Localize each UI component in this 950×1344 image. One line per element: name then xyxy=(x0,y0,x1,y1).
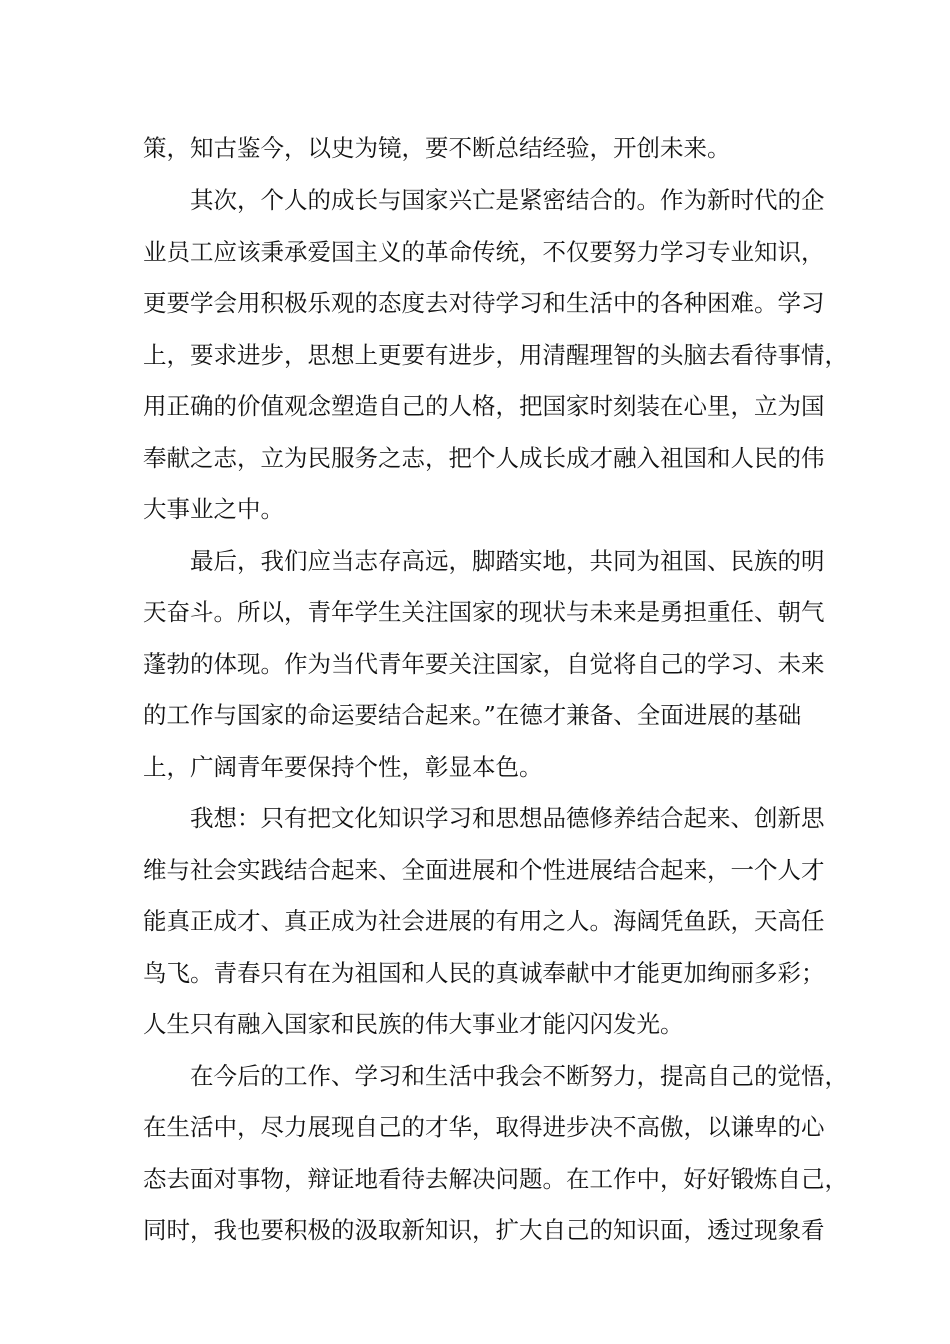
text-line: 上，广阔青年要保持个性，彰显本色。 xyxy=(143,753,543,781)
text-line: 态去面对事物，辩证地看待去解决问题。在工作中，好好锻炼自己， xyxy=(143,1165,848,1193)
text-line: 人生只有融入国家和民族的伟大事业才能闪闪发光。 xyxy=(143,1010,684,1038)
text-line: 的工作与国家的命运要结合起来。”在德才兼备、全面进展的基础 xyxy=(143,701,802,729)
text-line: 蓬勃的体现。作为当代青年要关注国家，自觉将自己的学习、未来 xyxy=(143,650,825,678)
text-line: 鸟飞。青春只有在为祖国和人民的真诚奉献中才能更加绚丽多彩； xyxy=(143,959,825,987)
text-line: 天奋斗。所以，青年学生关注国家的现状与未来是勇担重任、朝气 xyxy=(143,598,825,626)
text-line: 同时，我也要积极的汲取新知识，扩大自己的知识面，透过现象看 xyxy=(143,1216,825,1244)
text-line: 能真正成才、真正成为社会进展的有用之人。海阔凭鱼跃，天高任 xyxy=(143,907,825,935)
paragraph-first-line: 最后，我们应当志存高远，脚踏实地，共同为祖国、民族的明 xyxy=(190,547,825,575)
text-line: 用正确的价值观念塑造自己的人格，把国家时刻装在心里，立为国 xyxy=(143,392,825,420)
paragraph-first-line: 在今后的工作、学习和生活中我会不断努力，提高自己的觉悟， xyxy=(190,1062,848,1090)
text-line: 策，知古鉴今，以史为镜，要不断总结经验，开创未来。 xyxy=(143,134,731,162)
text-line: 维与社会实践结合起来、全面进展和个性进展结合起来，一个人才 xyxy=(143,856,825,884)
text-line: 业员工应该秉承爱国主义的革命传统，不仅要努力学习专业知识， xyxy=(143,238,825,266)
text-line: 奉献之志，立为民服务之志，把个人成长成才融入祖国和人民的伟 xyxy=(143,444,825,472)
paragraph-first-line: 其次，个人的成长与国家兴亡是紧密结合的。作为新时代的企 xyxy=(190,186,825,214)
text-line: 上，要求进步，思想上更要有进步，用清醒理智的头脑去看待事情， xyxy=(143,341,848,369)
text-line: 在生活中，尽力展现自己的才华，取得进步决不高傲，以谦卑的心 xyxy=(143,1113,825,1141)
paragraph-first-line: 我想：只有把文化知识学习和思想品德修养结合起来、创新思 xyxy=(190,804,825,832)
text-line: 更要学会用积极乐观的态度去对待学习和生活中的各种困难。学习 xyxy=(143,289,825,317)
text-line: 大事业之中。 xyxy=(143,495,284,523)
